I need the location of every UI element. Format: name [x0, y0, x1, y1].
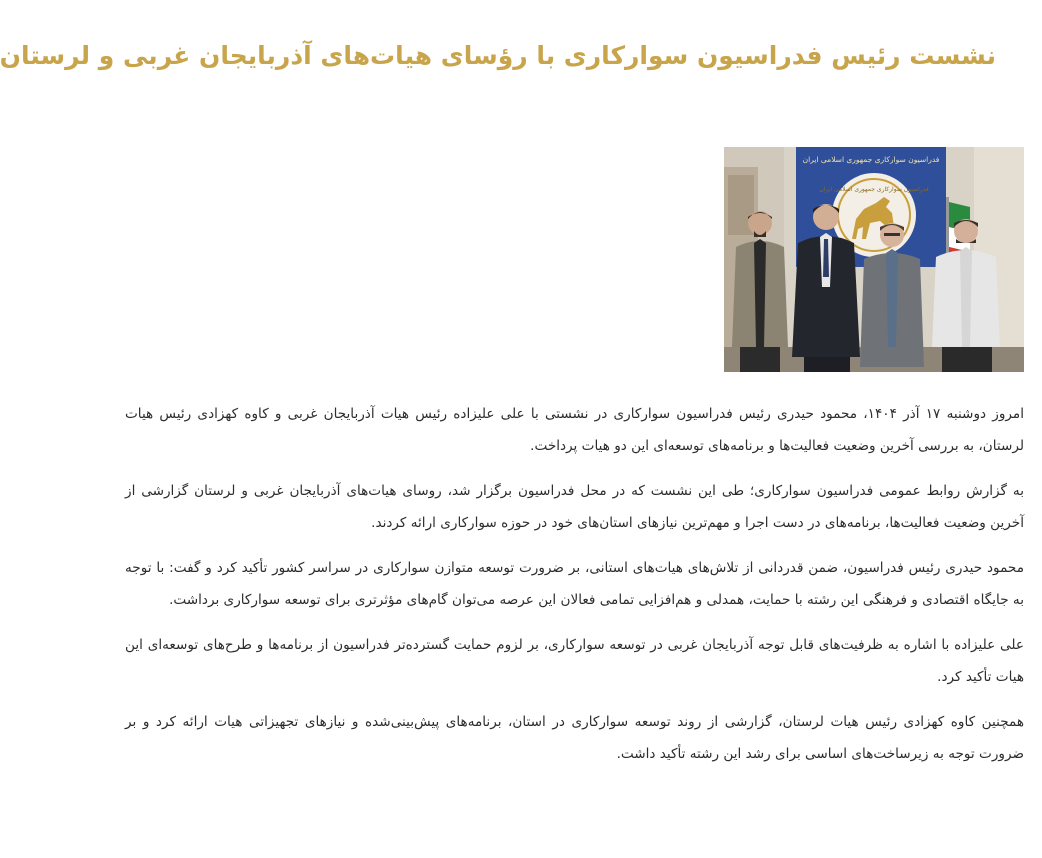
meeting-photo-illustration: [724, 147, 1024, 372]
article-paragraph-5: همچنین کاوه کهزادی رئیس هیات لرستان، گزارشی از روند توسعه سوارکاری در استان، برنامه‌های پیش‌بینی‌شده و نیازهای تجهیزاتی هیات ارائه کرد و بر ضرورت توجه به زیرساخت‌های اساسی برای رشد این رشته تأکید داشت.: [125, 714, 1024, 762]
banner-text: فدراسیون سوارکاری جمهوری اسلامی ایران: [802, 155, 940, 164]
article-paragraph-3: محمود حیدری رئیس فدراسیون، ضمن قدردانی از تلاش‌های هیات‌های استانی، بر ضرورت توسعه متوازن سوارکاری در سراسر کشور تأکید کرد و گفت: با توجه به جایگاه اقتصادی و فرهنگی این رشته با حمایت، همدلی و هم‌افزایی تمامی فعالان این عرصه می‌توان گام‌های مؤثرتری برای توسعه سوارکاری برداشت.: [125, 560, 1024, 608]
article-paragraph-2: به گزارش روابط عمومی فدراسیون سوارکاری؛ طی این نشست که در محل فدراسیون برگزار شد، روسای هیات‌های آذربایجان غربی و لرستان گزارشی از آخرین وضعیت فعالیت‌ها، برنامه‌های در دست اجرا و مهم‌ترین نیازهای استان‌های خود در حوزه سوارکاری ارائه کردند.: [125, 483, 1024, 531]
article-body: [125, 398, 1024, 783]
article-paragraph-4: علی علیزاده با اشاره به ظرفیت‌های قابل توجه آذربایجان غربی در توسعه سوارکاری، بر لزوم حمایت گسترده‌تر فدراسیون از برنامه‌ها و طرح‌های توسعه‌ای این هیات تأکید کرد.: [125, 637, 1024, 685]
article-photo: [724, 147, 1024, 372]
article-paragraph-1: امروز دوشنبه ۱۷ آذر ۱۴۰۴، محمود حیدری رئیس فدراسیون سوارکاری در نشستی با علی علیزاده رئیس هیات آذربایجان غربی و کاوه کهزادی رئیس هیات لرستان، به بررسی آخرین وضعیت فعالیت‌ها و برنامه‌های توسعه‌ای این دو هیات پرداخت.: [125, 406, 1024, 454]
article-title: نشست رئیس فدراسیون سوارکاری با رؤسای هیات‌های آذربایجان غربی و لرستان: [0, 41, 996, 70]
logo-ring-text: فدراسیون سوارکاری جمهوری اسلامی ایران: [819, 186, 929, 193]
